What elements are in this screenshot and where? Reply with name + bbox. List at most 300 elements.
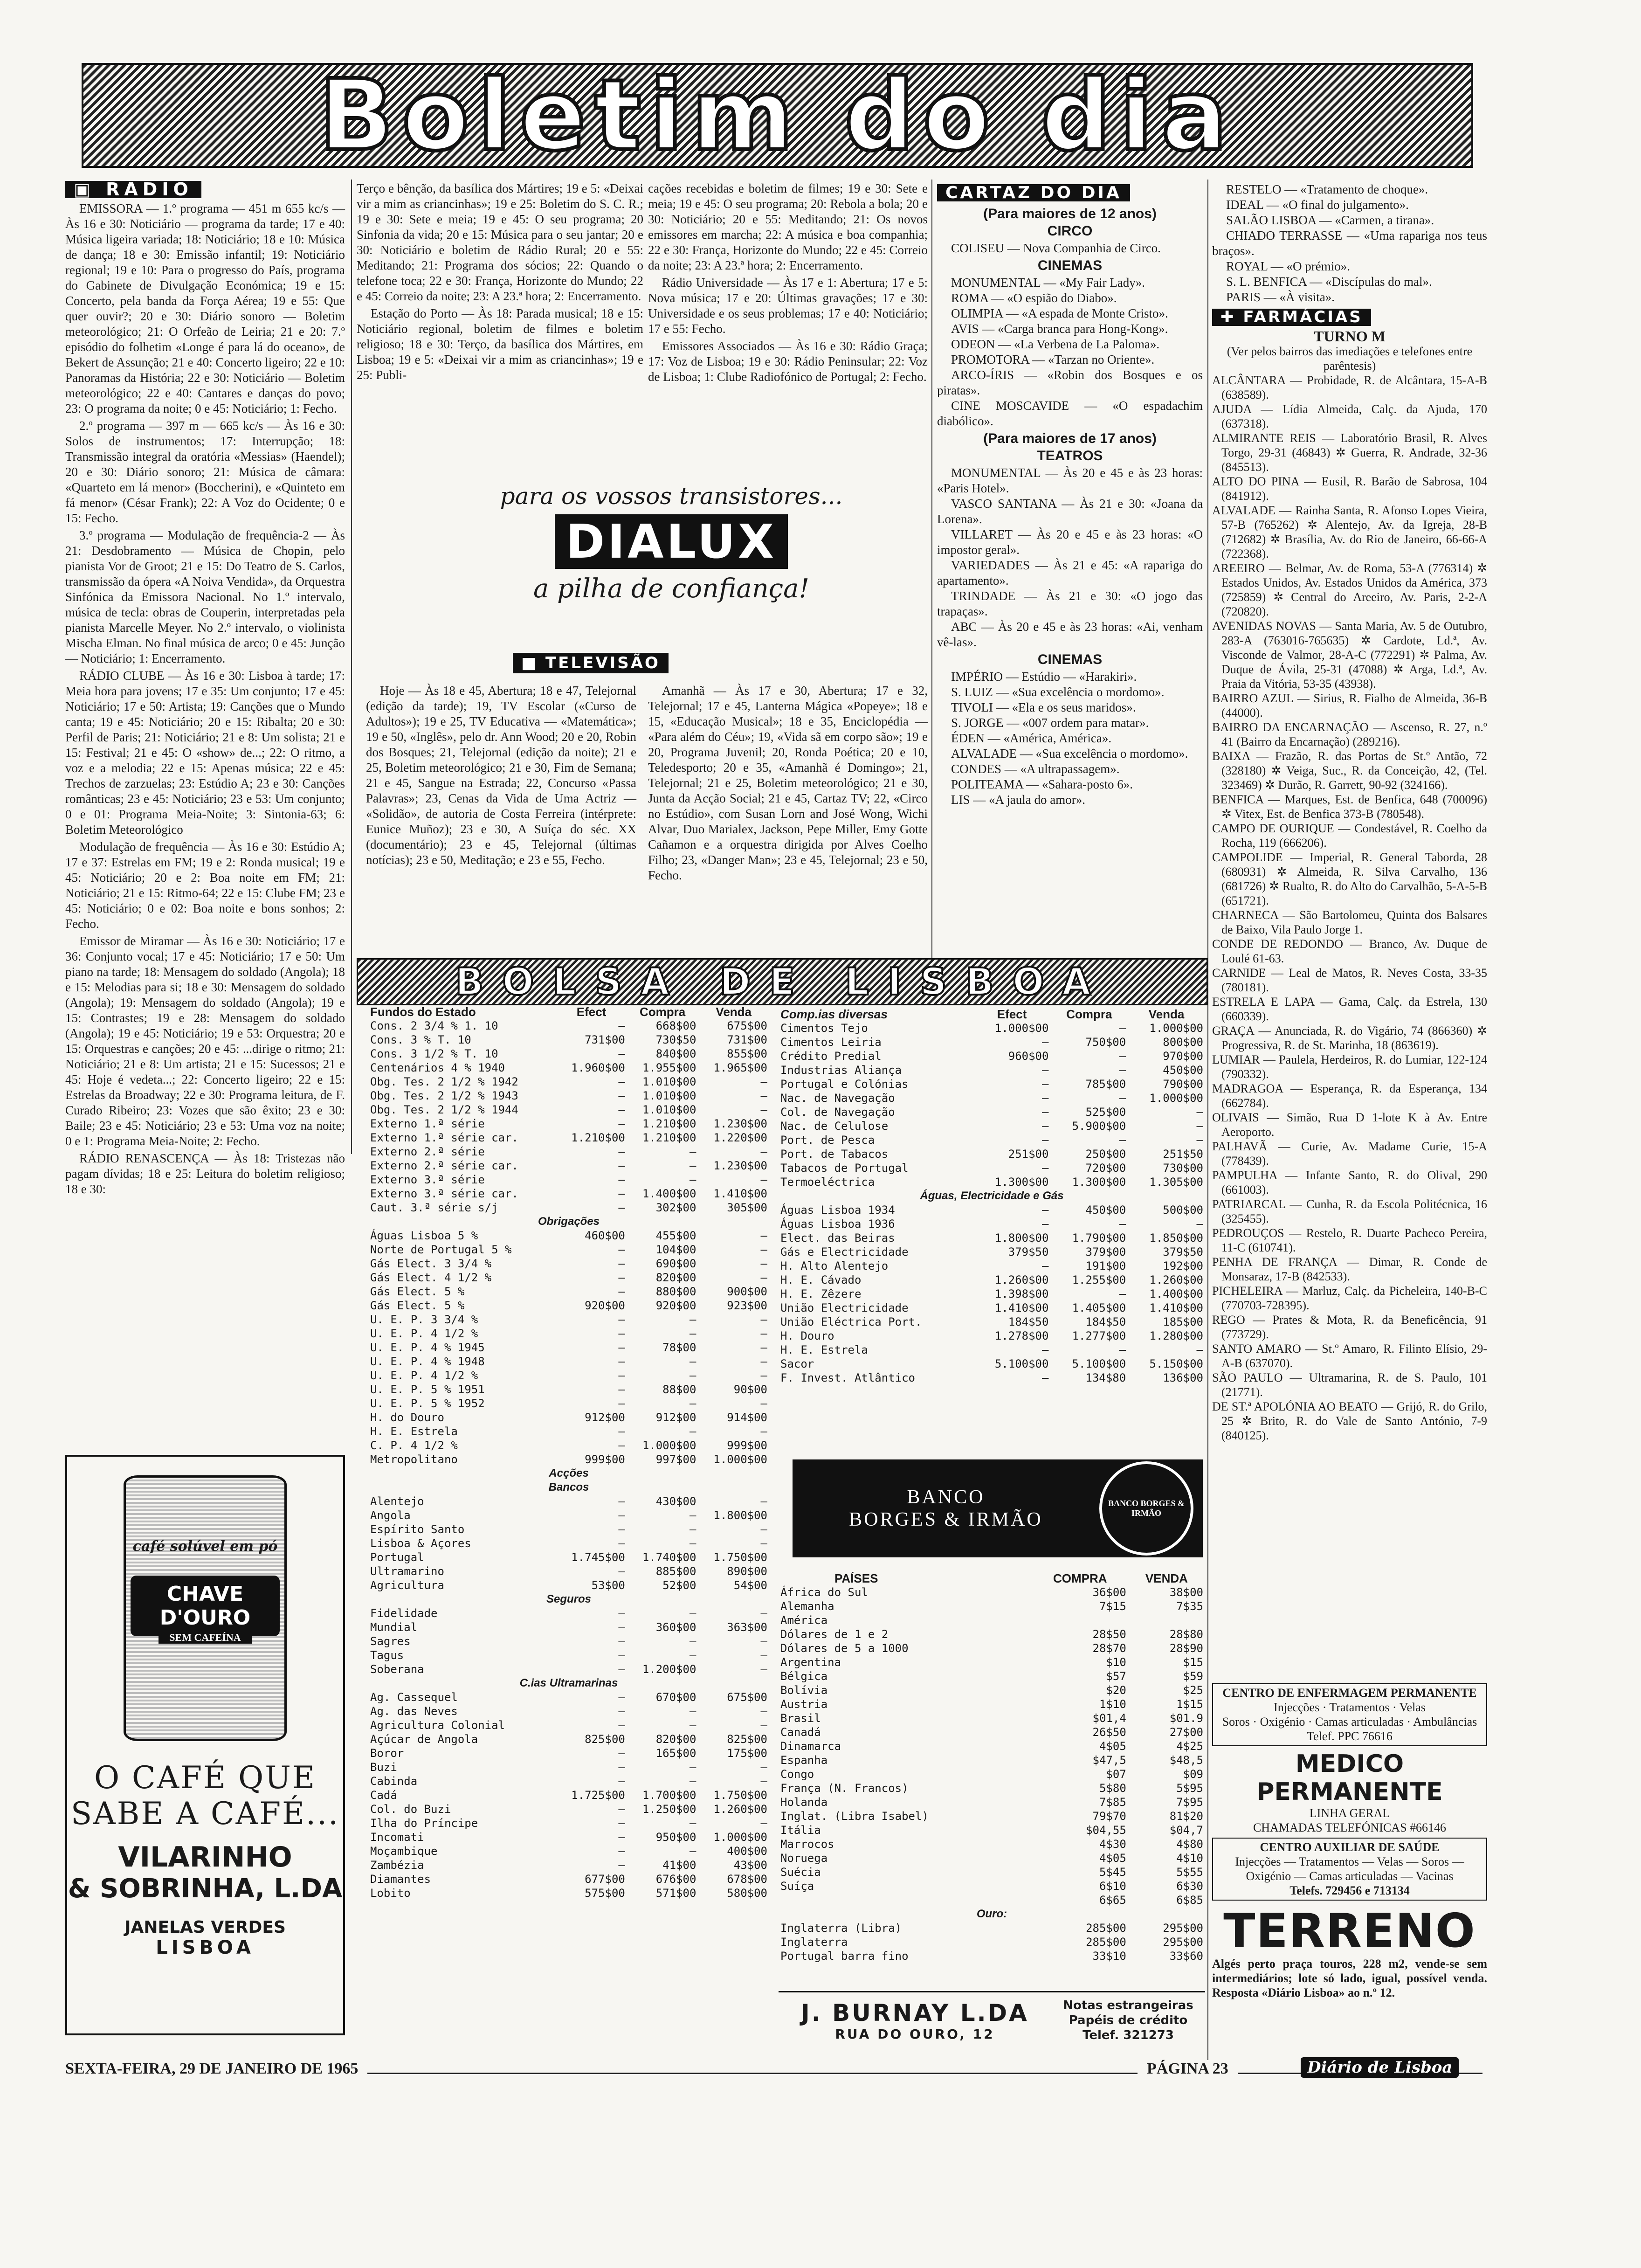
table-cell-value: — bbox=[689, 1649, 696, 1662]
table-row bbox=[368, 1816, 769, 1830]
table-row bbox=[368, 1243, 769, 1257]
table-cell-value: 302$00 bbox=[655, 1201, 696, 1214]
table-row bbox=[779, 1357, 1205, 1371]
table-cell-value: 1.277$00 bbox=[1072, 1329, 1126, 1342]
table-cell-label: U. E. P. 4 % 1945 bbox=[370, 1341, 485, 1354]
terreno-text: Algés perto praça touros, 228 m2, vende-se sem intermediários; lote só lado, igual, possível venda. Resposta «Diário Lisboa» ao n.º 12. bbox=[1212, 1957, 1487, 1999]
table-cell-label: União Electricidade bbox=[780, 1301, 909, 1314]
table-row bbox=[368, 1830, 769, 1844]
table-cell-label: Portugal bbox=[370, 1551, 424, 1564]
table-row bbox=[368, 1620, 769, 1634]
table-cell-value: — bbox=[618, 1047, 625, 1060]
table-cell-value: 785$00 bbox=[1085, 1078, 1126, 1091]
table-row bbox=[779, 1287, 1205, 1301]
enfermagem-title: CENTRO DE ENFERMAGEM PERMANENTE bbox=[1222, 1686, 1477, 1700]
radio-paragraph: cações recebidas e boletim de filmes; 19 e 30: Sete e meia; 19 e 45: O seu programa; 20: Rebola a bola; 20 e 30: Noticiário; 20 e 55: Meditando; 21: Os novos emissores em marcha; 22: A música e boa companhia; 22 e 30: França, Horizonte do Mundo; 22 e 45: Correio da noite; 23: A 23.ª hora; 2: Encerramento. bbox=[648, 181, 928, 272]
table-row bbox=[368, 1662, 769, 1676]
table-cell-label: Buzi bbox=[370, 1761, 397, 1774]
farmacia-item: ALTO DO PINA — Eusil, R. Barão de Sabrosa, 104 (841912). bbox=[1212, 475, 1487, 503]
table-cell-value: — bbox=[689, 1523, 696, 1536]
table-row bbox=[368, 1760, 769, 1774]
tv-today-text: Hoje — Às 18 e 45, Abertura; 18 e 47, Telejornal (edição da tarde); 19, TV Escolar («Curso de Adultos»); 19 e 25, TV Educativa — «Matemática»; 19 e 50, «Inglês», pelo dr. Ann Wood; 20 e 20, Robin dos Bosques; 21, Telejornal (edição da noite); 21 e 25, Boletim meteorológico; 21 e 30, Fim de Semana; 21 e 45, Sangue na Estrada; 22, Concurso «Passa Palavras»; 23, Cenas da Vida de Uma Actriz — «Solidão», de autoria de Costa Ferreira (intérprete: Eunice Muñoz); 23 e 30, A Suíça do séc. XX (documentário); 23 e 45, Telejornal (últimas notícias); 23 e 50, Meditação; e 23 e 55, Fecho. bbox=[366, 684, 636, 867]
banco-name-line1: BANCO bbox=[907, 1487, 985, 1508]
table-cell-value: — bbox=[689, 1327, 696, 1340]
enfermagem-phone: Telef. PPC 76616 bbox=[1307, 1729, 1393, 1743]
table-row bbox=[368, 1872, 769, 1886]
table-cell-value: — bbox=[618, 1173, 625, 1186]
table-cell-value: 571$00 bbox=[655, 1887, 696, 1900]
cartaz-age-note: (Para maiores de 17 anos) bbox=[983, 431, 1157, 446]
table-row bbox=[779, 1585, 1205, 1599]
table-row bbox=[779, 1259, 1205, 1273]
table-cell-value: 912$00 bbox=[585, 1411, 625, 1424]
table-cell-label: Bélgica bbox=[780, 1670, 828, 1683]
table-cell-label: Ag. das Neves bbox=[370, 1705, 458, 1718]
table-cell-value: — bbox=[689, 1719, 696, 1732]
cafe-slogan: O CAFÉ QUE bbox=[94, 1760, 317, 1796]
table-row bbox=[779, 1907, 1205, 1921]
table-row bbox=[368, 1117, 769, 1131]
table-cell-value: 4$10 bbox=[1176, 1852, 1203, 1865]
table-cell-value: 1.255$00 bbox=[1072, 1273, 1126, 1286]
table-cell-label: Angola bbox=[370, 1509, 411, 1522]
table-cell-value: 450$00 bbox=[1163, 1064, 1203, 1077]
table-cell-label: H. Alto Alentejo bbox=[780, 1259, 889, 1272]
table-cell-label: Nac. de Navegação bbox=[780, 1092, 895, 1105]
table-cell-label: Caut. 3.ª série s/j bbox=[370, 1201, 498, 1214]
table-row bbox=[779, 1949, 1205, 1963]
table-cell-value: — bbox=[618, 1355, 625, 1368]
dialux-ad bbox=[485, 483, 858, 632]
table-cell-value: 1.278$00 bbox=[994, 1329, 1049, 1342]
table-cell-value: 1$15 bbox=[1176, 1698, 1203, 1711]
cartaz-item: POLITEAMA — «Sahara-posto 6». bbox=[951, 777, 1133, 791]
table-row bbox=[368, 1103, 769, 1117]
table-cell-value: — bbox=[1042, 1134, 1049, 1147]
table-cell-value: — bbox=[689, 1145, 696, 1158]
table-row bbox=[779, 1697, 1205, 1711]
table-cell-value: 1.745$00 bbox=[571, 1551, 625, 1564]
table-cell-value: 1.740$00 bbox=[642, 1551, 696, 1564]
table-cell-value: — bbox=[1042, 1036, 1049, 1049]
table-cell-value: 580$00 bbox=[727, 1887, 767, 1900]
table-cell-value: — bbox=[618, 1089, 625, 1102]
table-cell-value: — bbox=[618, 1285, 625, 1298]
table-cell-value: — bbox=[618, 1369, 625, 1382]
radio-paragraph: Modulação de frequência — Às 16 e 30: Estúdio A; 17 e 37: Estrelas em FM; 19 e 2: Ronda musical; 19 e 45: Noticiário; 20 e 2: Boa noite em FM; 21: Noticiário; 21 e 15: Ritmo-64; 22 e 15: Clube FM; 23 e 45: Noticiário; 0 e 02: Boa noite e bons sonhos; 2: Fecho. bbox=[65, 840, 345, 931]
table-cell-value: — bbox=[618, 1761, 625, 1774]
cartaz-item: RESTELO — «Tratamento de choque». bbox=[1226, 182, 1428, 196]
table-cell-label: Suíça bbox=[780, 1880, 814, 1893]
bolsa-right bbox=[779, 1007, 1205, 1385]
table-cell-value: 28$50 bbox=[1092, 1628, 1126, 1641]
table-cell-value: 950$00 bbox=[655, 1831, 696, 1844]
table-cell-value: — bbox=[689, 1775, 696, 1788]
cartaz-item: VASCO SANTANA — Às 21 e 30: «Joana da Lorena». bbox=[937, 497, 1203, 526]
table-cell-value: 1.230$00 bbox=[713, 1159, 767, 1172]
table-row bbox=[779, 1343, 1205, 1357]
table-row bbox=[368, 1313, 769, 1327]
cartaz-item: LIS — «A jaula do amor». bbox=[951, 793, 1085, 807]
table-cell-label: Port. de Pesca bbox=[780, 1134, 875, 1147]
cafe-slogan: SABE A CAFÉ... bbox=[70, 1796, 340, 1832]
dialux-slogan-top: para os vossos transistores... bbox=[500, 483, 843, 510]
table-cell-value: 6$85 bbox=[1176, 1894, 1203, 1907]
table-cell-value: $48,5 bbox=[1169, 1754, 1203, 1767]
table-cell-value: $57 bbox=[1106, 1670, 1126, 1683]
table-cell-value: — bbox=[618, 1019, 625, 1032]
farmacia-item: AVENIDAS NOVAS — Santa Maria, Av. 5 de Outubro, 283-A (763016-765635) ✲ Cardote, Ld.ª, Av. Visconde de Valmor, 28-A-C (772291) ✲ Palma, Av. Duque de Ávila, 25-31 (47088) ✲ Arga, Ld.ª, Av. Praia da Vitória, 53-35 (43938). bbox=[1212, 619, 1487, 691]
column-header: Fundos do Estado bbox=[370, 1005, 476, 1019]
cafe-company: VILARINHO bbox=[118, 1841, 292, 1874]
table-row bbox=[368, 1802, 769, 1816]
auxiliar-title: CENTRO AUXILIAR DE SAÚDE bbox=[1260, 1840, 1440, 1854]
table-cell-value: — bbox=[1119, 1343, 1126, 1356]
table-row bbox=[779, 1739, 1205, 1753]
table-row bbox=[368, 1075, 769, 1089]
table-row bbox=[368, 1774, 769, 1788]
table-cell-value: — bbox=[1119, 1287, 1126, 1300]
table-cell-value: 175$00 bbox=[727, 1747, 767, 1760]
burnay-name: J. BURNAY L.DA bbox=[801, 1999, 1029, 2026]
table-cell-label: América bbox=[780, 1614, 828, 1627]
table-cell-value: 670$00 bbox=[655, 1691, 696, 1704]
table-cell-value: 820$00 bbox=[655, 1271, 696, 1284]
table-row bbox=[779, 1175, 1205, 1189]
table-cell-value: 1.000$00 bbox=[713, 1453, 767, 1466]
table-cell-value: — bbox=[1196, 1106, 1203, 1119]
table-cell-value: 28$80 bbox=[1169, 1628, 1203, 1641]
table-cell-value: — bbox=[760, 1173, 767, 1186]
table-cell-label: Boror bbox=[370, 1747, 404, 1760]
table-row bbox=[368, 1536, 769, 1550]
table-cell-label: Moçambique bbox=[370, 1845, 438, 1858]
table-cell-label: Marrocos bbox=[780, 1838, 834, 1851]
table-row bbox=[368, 1355, 769, 1369]
table-cell-value: 1.700$00 bbox=[642, 1789, 696, 1802]
table-cell-value: — bbox=[618, 1271, 625, 1284]
table-row bbox=[779, 1865, 1205, 1879]
table-cell-value: — bbox=[689, 1425, 696, 1438]
table-cell-value: 750$00 bbox=[1085, 1036, 1126, 1049]
table-cell-value: 1.210$00 bbox=[571, 1131, 625, 1144]
dialux-slogan-bottom: a pilha de confiança! bbox=[533, 574, 810, 604]
farmacia-item: PALHAVÃ — Curie, Av. Madame Curie, 15-A (778439). bbox=[1212, 1140, 1487, 1168]
table-cell-value: 305$00 bbox=[727, 1201, 767, 1214]
farmacia-item: ALMIRANTE REIS — Laboratório Brasil, R. Alves Torgo, 29-31 (46843) ✲ Guerra, R. Andrade, 32-36 (845513). bbox=[1212, 431, 1487, 474]
table-cell-value: 191$00 bbox=[1085, 1259, 1126, 1272]
table-subheading: Acções bbox=[549, 1467, 589, 1480]
table-row bbox=[368, 1704, 769, 1718]
table-cell-value: — bbox=[689, 1817, 696, 1830]
table-cell-value: 33$60 bbox=[1169, 1950, 1203, 1963]
table-row bbox=[368, 1131, 769, 1145]
table-cell-value: 7$95 bbox=[1176, 1796, 1203, 1809]
table-subheading: Bancos bbox=[548, 1481, 589, 1494]
table-cell-value: 914$00 bbox=[727, 1411, 767, 1424]
table-cell-value: 27$00 bbox=[1169, 1726, 1203, 1739]
table-cell-value: — bbox=[1196, 1120, 1203, 1133]
cartaz-item: ALVALADE — «Sua excelência o mordomo». bbox=[951, 747, 1188, 761]
table-cell-value: 880$00 bbox=[655, 1285, 696, 1298]
cartaz-item: PROMOTORA — «Tarzan no Oriente». bbox=[951, 353, 1155, 366]
table-cell-label: Cons. 2 3/4 % 1. 10 bbox=[370, 1019, 498, 1032]
table-cell-value: — bbox=[1196, 1343, 1203, 1356]
tin-badge: SEM CAFEÍNA bbox=[159, 1632, 252, 1644]
table-cell-value: 43$00 bbox=[733, 1859, 767, 1872]
radio-column-3 bbox=[648, 181, 928, 387]
farmacia-item: PAMPULHA — Infante Santo, R. do Olival, 290 (661003). bbox=[1212, 1169, 1487, 1196]
column-header: VENDA bbox=[1145, 1571, 1188, 1585]
table-cell-value: 1.200$00 bbox=[642, 1663, 696, 1676]
table-cell-value: 999$00 bbox=[585, 1453, 625, 1466]
table-cell-value: — bbox=[689, 1509, 696, 1522]
table-cell-value: 5.150$00 bbox=[1149, 1357, 1203, 1370]
table-cell-value: — bbox=[689, 1369, 696, 1382]
table-cell-value: — bbox=[618, 1719, 625, 1732]
health-services bbox=[1212, 1683, 1487, 2000]
table-cell-value: — bbox=[1042, 1371, 1049, 1384]
table-cell-value: 7$85 bbox=[1099, 1796, 1126, 1809]
cartaz-item: S. JORGE — «007 ordem para matar». bbox=[951, 716, 1149, 730]
farmacia-item: PEDROUÇOS — Restelo, R. Duarte Pacheco Pereira, 11-C (610741). bbox=[1212, 1226, 1487, 1254]
table-cell-value: 1.300$00 bbox=[1072, 1175, 1126, 1189]
table-cell-label: União Eléctrica Port. bbox=[780, 1315, 922, 1328]
table-cell-value: — bbox=[760, 1425, 767, 1438]
table-row bbox=[368, 1145, 769, 1159]
table-cell-value: — bbox=[760, 1369, 767, 1382]
table-cell-label: Obg. Tes. 2 1/2 % 1943 bbox=[370, 1089, 518, 1102]
table-cell-label: Sagres bbox=[370, 1635, 411, 1648]
table-cell-label: Obg. Tes. 2 1/2 % 1944 bbox=[370, 1103, 518, 1116]
table-cell-value: — bbox=[618, 1103, 625, 1116]
table-subheading: C.ias Ultramarinas bbox=[519, 1677, 618, 1689]
table-cell-value: 165$00 bbox=[655, 1747, 696, 1760]
table-cell-value: — bbox=[760, 1327, 767, 1340]
table-row bbox=[779, 1711, 1205, 1725]
table-cell-label: Industrias Aliança bbox=[780, 1064, 902, 1077]
banco-ad bbox=[793, 1459, 1203, 1557]
table-cell-label: Águas Lisboa 1936 bbox=[780, 1217, 895, 1231]
cartaz-item: MONUMENTAL — Às 20 e 45 e às 23 horas: «Paris Hotel». bbox=[937, 466, 1203, 495]
table-cell-label: Águas Lisboa 5 % bbox=[370, 1229, 478, 1242]
table-cell-value: — bbox=[760, 1397, 767, 1410]
column-header: COMPRA bbox=[1053, 1571, 1107, 1585]
banco-name-line2: BORGES & IRMÃO bbox=[849, 1509, 1043, 1530]
table-cell-label: Dólares de 1 e 2 bbox=[780, 1628, 889, 1641]
table-row bbox=[779, 1273, 1205, 1287]
table-row bbox=[779, 1147, 1205, 1161]
table-cell-label: Fidelidade bbox=[370, 1607, 438, 1620]
table-cell-value: 1.260$00 bbox=[994, 1273, 1049, 1286]
table-cell-label: Alemanha bbox=[780, 1600, 834, 1613]
table-cell-label: Noruega bbox=[780, 1852, 828, 1865]
table-cell-value: $47,5 bbox=[1092, 1754, 1126, 1767]
table-cell-label: Termoeléctrica bbox=[780, 1175, 875, 1189]
table-row bbox=[779, 1371, 1205, 1385]
table-cell-label: Gás Elect. 5 % bbox=[370, 1299, 465, 1312]
table-cell-value: 1.000$00 bbox=[642, 1439, 696, 1452]
farmacia-item: GRAÇA — Anunciada, R. do Vigário, 74 (866360) ✲ Progressiva, R. de St. Marinha, 18 (863619). bbox=[1212, 1024, 1487, 1052]
cartaz-item: PARIS — «À visita». bbox=[1226, 290, 1335, 304]
table-cell-label: U. E. P. 5 % 1952 bbox=[370, 1397, 485, 1410]
burnay-phone: Telef. 321273 bbox=[1083, 2028, 1174, 2042]
table-cell-value: 675$00 bbox=[727, 1691, 767, 1704]
table-row bbox=[779, 1049, 1205, 1063]
cartaz-section: CIRCO bbox=[1047, 223, 1093, 239]
radio-paragraph: Emissores Associados — Às 16 e 30: Rádio Graça; 17: Voz de Lisboa; 19 e 30: Rádio Peninsular; 22: Voz de Lisboa; 1: Clube Radiofónico de Portugal; 2: Fecho. bbox=[648, 339, 928, 384]
table-cell-label: Externo 1.ª série car. bbox=[370, 1131, 518, 1144]
cartaz-item: ABC — Às 20 e 45 e às 23 horas: «Ai, venham vê-las». bbox=[937, 620, 1203, 649]
table-row bbox=[368, 1606, 769, 1620]
table-cell-value: — bbox=[618, 1159, 625, 1172]
cartaz-column bbox=[937, 184, 1203, 808]
table-cell-value: — bbox=[1119, 1092, 1126, 1105]
table-cell-label: Elect. das Beiras bbox=[780, 1231, 895, 1245]
table-row bbox=[368, 1438, 769, 1452]
table-cell-value: 88$00 bbox=[662, 1383, 696, 1396]
cartaz-item: AVIS — «Carga branca para Hong-Kong». bbox=[951, 322, 1168, 336]
column-header: Efect bbox=[576, 1005, 607, 1019]
table-cell-value: 5$45 bbox=[1099, 1866, 1126, 1879]
table-cell-value: — bbox=[1042, 1259, 1049, 1272]
cartaz-heading: CARTAZ DO DIA bbox=[937, 184, 1130, 201]
table-cell-value: 5.100$00 bbox=[994, 1357, 1049, 1370]
table-row bbox=[779, 1245, 1205, 1259]
table-cell-value: — bbox=[760, 1537, 767, 1550]
table-row bbox=[368, 1550, 769, 1564]
farmacia-item: BAIXA — Frazão, R. das Portas de St.º Antão, 72 (328180) ✲ Veiga, Suc., R. da Conceição, 42, (Tel. 323469) ✲ Durão, R. Garrett, 90-92 (324166). bbox=[1212, 749, 1487, 792]
table-cell-value: 90$00 bbox=[733, 1383, 767, 1396]
table-row bbox=[368, 1187, 769, 1201]
table-cell-value: 1.960$00 bbox=[571, 1061, 625, 1074]
table-cell-value: 790$00 bbox=[1163, 1078, 1203, 1091]
tv-tomorrow-text: Amanhã — Às 17 e 30, Abertura; 17 e 32, Telejornal; 17 e 45, Lanterna Mágica «Popeye»; 18 e 15, «Educação Musical»; 18 e 35, Enciclopédia — «Para além do Céu»; 19, «Vida sã em corpo são»; 19 e 20, Programa Juvenil; 20, Ronda Poética; 20 e 10, Teledesporto; 20 e 35, «Amanhã é Domingo»; 21, Telejornal; 21 e 25, Boletim meteorológico; 21 e 30, Junta da Acção Social; 21 e 45, Cartaz TV; 22, «Circo no Estúdio», com Susan Lorn and José Wong, Wichi Alvar, Duo Marialex, Jackson, Pepe Miller, Emy Gotte Cañamon e a orquestra dirigida por Alves Coelho Filho; 23, «Danger Man»; 23 e 45, Telejornal; 23 e 50, Fecho. bbox=[648, 684, 928, 882]
table-row bbox=[368, 1173, 769, 1187]
table-cell-value: 825$00 bbox=[585, 1733, 625, 1746]
table-cell-label: Agricultura bbox=[370, 1579, 444, 1592]
table-cell-label: Gás Elect. 3 3/4 % bbox=[370, 1257, 492, 1270]
column-rule bbox=[351, 180, 352, 1154]
table-cell-label: Tagus bbox=[370, 1649, 404, 1662]
radio-paragraph: 3.º programa — Modulação de frequência-2 — Às 21: Desdobramento — Música de Chopin, pelo pianista Vor de Groot; 21 e 15: Do Teatro de S. Carlos, transmissão da ópera «A Noiva Vendida», da Orquestra Sinfónica da Emissora Nacional. No 1.º intervalo, música de tecla: obras de Couperin, interpretadas pela pianista Marcelle Meyer. No 2.º intervalo, o violinista Mischa Elman. No final música de arco; 0 e 45: Junção — Noticiário; 1: Encerramento. bbox=[65, 528, 345, 665]
table-cell-value: 38$00 bbox=[1169, 1586, 1203, 1599]
cambios bbox=[779, 1571, 1205, 1963]
burnay-address: RUA DO OURO, 12 bbox=[835, 2026, 995, 2042]
cartaz-item: CONDES — «A ultrapassagem». bbox=[951, 762, 1120, 776]
radio-paragraph: 2.º programa — 397 m — 665 kc/s — Às 16 e 30: Solos de instrumentos; 17: Interrupção; 18: Transmissão integral da oratória «Messias» (Haendel); 20 e 30: Diário sonoro; 21: Música de câmara: «Quarteto em lá menor» (Boccherini), e «Quinteto em fá menor» (César Frank); 22: A Voz do Ocidente; 0 e 15: Fecho. bbox=[65, 419, 345, 525]
table-cell-value: 920$00 bbox=[585, 1299, 625, 1312]
table-cell-value: 251$00 bbox=[1008, 1148, 1049, 1161]
table-cell-value: — bbox=[760, 1271, 767, 1284]
table-cell-value: 79$70 bbox=[1092, 1810, 1126, 1823]
table-cell-value: — bbox=[760, 1705, 767, 1718]
table-cell-value: $59 bbox=[1183, 1670, 1203, 1683]
table-cell-value: — bbox=[1042, 1203, 1049, 1217]
table-cell-value: $09 bbox=[1183, 1768, 1203, 1781]
table-cell-value: 4$05 bbox=[1099, 1740, 1126, 1753]
table-cell-label: H. E. Cávado bbox=[780, 1273, 862, 1286]
farmacias-note: (Ver pelos bairros das imediações e telefones entre parêntesis) bbox=[1227, 345, 1473, 373]
table-row bbox=[779, 1105, 1205, 1119]
table-cell-value: 997$00 bbox=[655, 1453, 696, 1466]
table-row bbox=[368, 1033, 769, 1047]
masthead bbox=[82, 58, 1473, 173]
enfermagem-box bbox=[1212, 1683, 1487, 1746]
table-cell-value: 500$00 bbox=[1163, 1203, 1203, 1217]
cartaz-item: SALÃO LISBOA — «Carmen, a tirana». bbox=[1226, 213, 1434, 227]
medico-box bbox=[1212, 1750, 1487, 1835]
table-cell-value: $20 bbox=[1106, 1684, 1126, 1697]
table-cell-value: 1.965$00 bbox=[713, 1061, 767, 1074]
cartaz-item: TIVOLI — «Ela e os seus maridos». bbox=[951, 700, 1136, 714]
farmacias-heading: ✚ FARMÁCIAS bbox=[1212, 309, 1371, 326]
table-cell-value: — bbox=[618, 1747, 625, 1760]
table-cell-value: 460$00 bbox=[585, 1229, 625, 1242]
cartaz-item: VARIEDADES — Às 21 e 45: «A rapariga do apartamento». bbox=[937, 558, 1203, 588]
table-cell-value: — bbox=[618, 1705, 625, 1718]
table-cell-label: Espírito Santo bbox=[370, 1523, 465, 1536]
auxiliar-line: Injecções — Tratamentos — Velas — Soros — Oxigénio — Camas articuladas — Vacinas bbox=[1235, 1855, 1464, 1883]
table-cell-value: 455$00 bbox=[655, 1229, 696, 1242]
table-cell-value: — bbox=[760, 1817, 767, 1830]
terreno-title: TERRENO bbox=[1223, 1903, 1476, 1958]
table-cell-value: 1.010$00 bbox=[642, 1103, 696, 1116]
table-row bbox=[779, 1683, 1205, 1697]
table-row bbox=[779, 1837, 1205, 1851]
table-cell-label: Bolívia bbox=[780, 1684, 828, 1697]
table-cell-value: 900$00 bbox=[727, 1285, 767, 1298]
table-cell-value: 1.400$00 bbox=[1149, 1287, 1203, 1300]
table-cell-label: França (N. Francos) bbox=[780, 1782, 909, 1795]
farmacia-item: DE ST.ª APOLÓNIA AO BEATO — Grijó, R. do Grilo, 25 ✲ Brito, R. do Vale de Santo António, 7-9 (840125). bbox=[1212, 1400, 1487, 1442]
cafe-address: JANELAS VERDES bbox=[124, 1918, 286, 1937]
banco-seal-text: BANCO BORGES & IRMÃO bbox=[1108, 1499, 1185, 1518]
table-cell-value: — bbox=[618, 1313, 625, 1326]
farmacia-item: CONDE DE REDONDO — Branco, Av. Duque de Loulé 61-63. bbox=[1212, 937, 1487, 965]
table-cell-label: Agricultura Colonial bbox=[370, 1719, 505, 1732]
table-cell-value: — bbox=[760, 1607, 767, 1620]
table-cell-value: 1.850$00 bbox=[1149, 1231, 1203, 1245]
table-cell-value: $01,4 bbox=[1092, 1712, 1126, 1725]
table-cell-value: 134$80 bbox=[1085, 1371, 1126, 1384]
table-cell-value: 668$00 bbox=[655, 1019, 696, 1032]
table-cell-value: 675$00 bbox=[727, 1019, 767, 1032]
table-cell-value: 1.800$00 bbox=[994, 1231, 1049, 1245]
table-cell-label: H. E. Estrela bbox=[780, 1343, 868, 1356]
farmacia-item: CAMPOLIDE — Imperial, R. General Taborda, 28 (680931) ✲ Almeida, R. Silva Carvalho, 136 (681726) ✲ Rualto, R. do Alto do Carvalhão, 5-A-5-B (651721). bbox=[1212, 850, 1487, 907]
table-cell-value: 28$90 bbox=[1169, 1642, 1203, 1655]
table-cell-label: Argentina bbox=[780, 1656, 841, 1669]
table-cell-value: — bbox=[760, 1649, 767, 1662]
table-row bbox=[779, 1753, 1205, 1767]
radio-heading: ▣ RADIO bbox=[65, 181, 201, 198]
table-cell-value: 960$00 bbox=[1008, 1050, 1049, 1063]
table-row bbox=[779, 1329, 1205, 1343]
table-cell-label: Metropolitano bbox=[370, 1453, 458, 1466]
column-rule bbox=[1207, 180, 1208, 2073]
table-cell-value: 295$00 bbox=[1163, 1922, 1203, 1935]
table-row bbox=[368, 1201, 769, 1215]
table-cell-value: 890$00 bbox=[727, 1565, 767, 1578]
column-header: Efect bbox=[997, 1007, 1027, 1021]
enfermagem-line: Injecções · Tratamentos · Velas bbox=[1274, 1701, 1426, 1714]
radio-paragraph: EMISSORA — 1.º programa — 451 m 655 kc/s — Às 16 e 30: Noticiário — programa da tarde; 17 e 40: Música ligeira variada; 18: Noticiário; 18 e 10: Música de dança; 18 e 30: Emissão infantil; 19: Noticiário regional; 19 e 10: Para o progresso do País, programa do Gabinete de Divulgação Económica; 19 e 15: Concerto, pela banda da Força Aérea; 19 e 55: Que quer ouvir?; 20 e 30: Diário sonoro — Boletim meteorológico; 21: O Orfeão de Leiria; 21 e 20: 7.º episódio do folhetim «Longe é para lá do oceano», de Bekert de Assunção; 21 e 40: Concerto ligeiro; 22 e 10: Panoramas da História; 22 e 30: Noticiário — Boletim meteorológico; 22 e 40: Cantares e danças do povo; 23: O programa da noite; 0 e 45: Noticiário; 1: Fecho. bbox=[65, 201, 345, 415]
bolsa-heading: BOLSA DE LISBOA bbox=[455, 960, 1110, 1003]
table-row bbox=[368, 1648, 769, 1662]
table-cell-label: Crédito Predial bbox=[780, 1050, 882, 1063]
table-row bbox=[779, 1035, 1205, 1049]
